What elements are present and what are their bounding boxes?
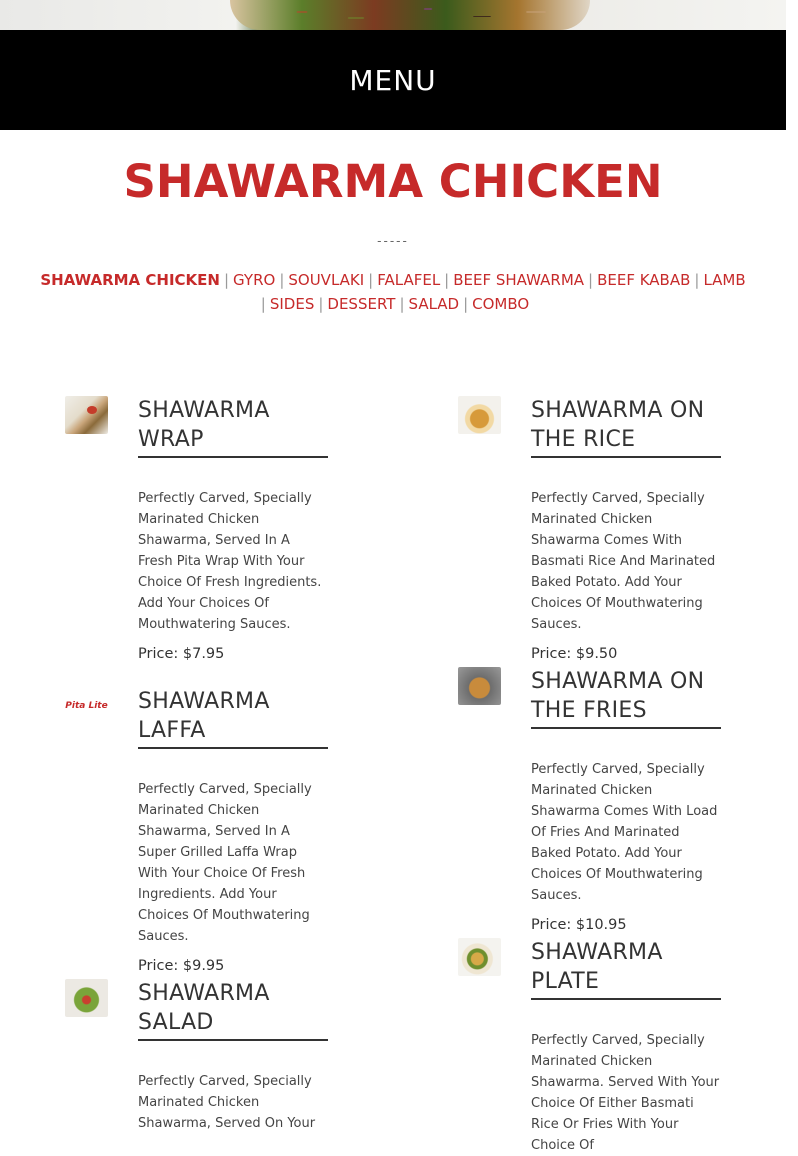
item-title[interactable]: SHAWARMA WRAP	[138, 396, 328, 458]
category-link-salad[interactable]: SALAD	[408, 295, 460, 313]
category-link-beef-shawarma[interactable]: BEEF SHAWARMA	[453, 271, 585, 289]
item-description: Perfectly Carved, Specially Marinated Chicken Shawarma. Served With Your Choice Of Either Basmati Rice Or Fries With Your Choice Of	[531, 1033, 720, 1153]
category-link-falafel[interactable]: FALAFEL	[377, 271, 441, 289]
item-price: Price: $10.95	[531, 917, 627, 933]
category-link-gyro[interactable]: GYRO	[233, 271, 276, 289]
category-link-lamb[interactable]: LAMB	[703, 271, 746, 289]
item-title[interactable]: SHAWARMA PLATE	[531, 938, 721, 1000]
shawarma-plate-thumbnail[interactable]	[458, 938, 501, 976]
shawarma-rice-thumbnail[interactable]	[458, 396, 501, 434]
page-title: SHAWARMA CHICKEN	[123, 155, 663, 208]
menu-banner	[0, 30, 786, 130]
item-title[interactable]: SHAWARMA ON THE RICE	[531, 396, 721, 458]
category-link-sides[interactable]: SIDES	[269, 295, 315, 313]
item-title[interactable]: SHAWARMA SALAD	[138, 979, 328, 1041]
item-description: Perfectly Carved, Specially Marinated Chicken Shawarma, Served On Your	[138, 1074, 316, 1131]
item-description: Perfectly Carved, Specially Marinated Chicken Shawarma Comes With Basmati Rice And Marinated Baked Potato. Add Your Choices Of Mouthwatering Sauces.	[531, 491, 716, 632]
item-description: Perfectly Carved, Specially Marinated Chicken Shawarma, Served In A Super Grilled Laffa Wrap With Your Choice Of Fresh Ingredients. Add Your Choices Of Mouthwatering Sauces.	[138, 782, 312, 944]
hero-image	[0, 0, 786, 30]
item-price: Price: $7.95	[138, 646, 225, 662]
menu-heading: MENU	[349, 63, 437, 97]
category-link-shawarma-chicken[interactable]: SHAWARMA CHICKEN	[40, 271, 220, 289]
item-title[interactable]: SHAWARMA LAFFA	[138, 687, 328, 749]
item-description: Perfectly Carved, Specially Marinated Chicken Shawarma Comes With Load Of Fries And Marinated Baked Potato. Add Your Choices Of Mouthwatering Sauces.	[531, 762, 718, 903]
shawarma-salad-thumbnail[interactable]	[65, 979, 108, 1017]
category-link-combo[interactable]: COMBO	[472, 295, 530, 313]
category-link-dessert[interactable]: DESSERT	[327, 295, 396, 313]
shawarma-wrap-thumbnail[interactable]	[65, 396, 108, 434]
item-description: Perfectly Carved, Specially Marinated Chicken Shawarma, Served In A Fresh Pita Wrap With Your Choice Of Fresh Ingredients. Add Your Choices Of Mouthwatering Sauces.	[138, 491, 322, 632]
item-price: Price: $9.95	[138, 958, 225, 974]
title-divider: -----	[377, 233, 409, 248]
item-title[interactable]: SHAWARMA ON THE FRIES	[531, 667, 721, 729]
item-price: Price: $9.50	[531, 646, 618, 662]
hero-food-photo	[230, 0, 590, 30]
category-link-souvlaki[interactable]: SOUVLAKI	[288, 271, 365, 289]
shawarma-fries-thumbnail[interactable]	[458, 667, 501, 705]
category-nav: SHAWARMA CHICKEN | GYRO | SOUVLAKI | FALAFEL | BEEF SHAWARMA | BEEF KABAB | LAMB | SIDES | DESSERT | SALAD | COMBO	[40, 271, 746, 313]
pita-lite-logo[interactable]: Pita Lite	[65, 687, 108, 725]
category-link-beef-kabab[interactable]: BEEF KABAB	[597, 271, 691, 289]
